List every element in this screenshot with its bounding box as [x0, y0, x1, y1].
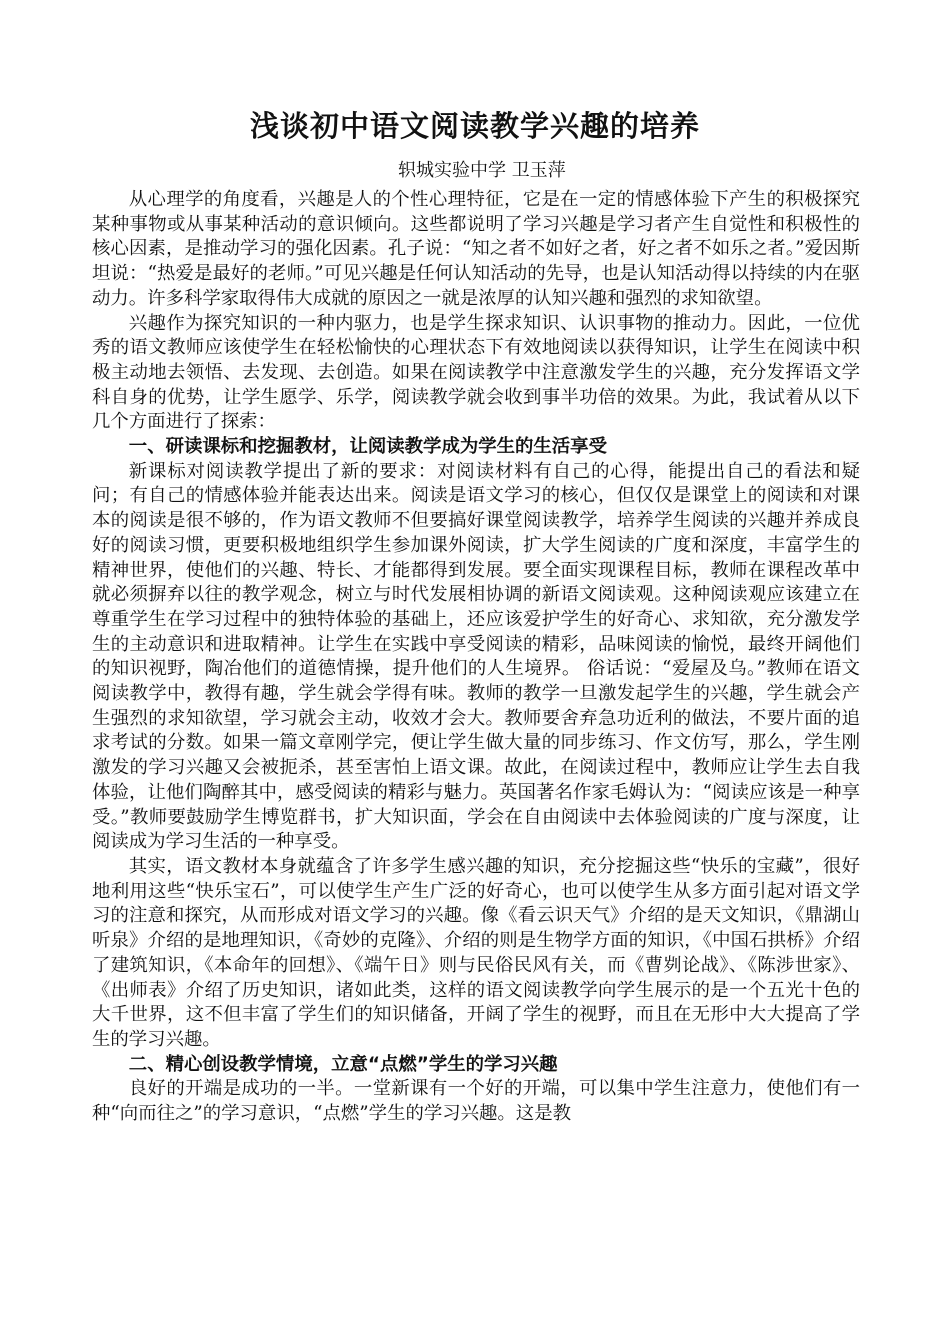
paragraph-intro: 从心理学的角度看，兴趣是人的个性心理特征，它是在一定的情感体验下产生的积极探究某种事物或从事某种活动的意识倾向。这些都说明了学习兴趣是学习者产生自觉性和积极性的核心因素，是推动学习的强化因素。孔子说：“知之者不如好之者，好之者不如乐之者。”爱因斯坦说：“热爱是最好的老师。”可见兴趣是任何认知活动的先导，也是认知活动得以持续的内在驱动力。许多科学家取得伟大成就的原因之一就是浓厚的认知兴趣和强烈的求知欲望。: [92, 189, 860, 309]
paragraph-curriculum: 新课标对阅读教学提出了新的要求：对阅读材料有自己的心得，能提出自己的看法和疑问；有自己的情感体验并能表达出来。阅读是语文学习的核心，但仅仅是课堂上的阅读和对课本的阅读是很不够的，作为语文教师不但要搞好课堂阅读教学，培养学生阅读的兴趣并养成良好的阅读习惯，更要积极地组织学生参加课外阅读，扩大学生阅读的广度和深度，丰富学生的精神世界，使他们的兴趣、特长、才能都得到发展。要全面实现课程目标，教师在课程改革中就必须摒弃以往的教学观念，树立与时代发展相协调的新语文阅读观。这种阅读观应该建立在尊重学生在学习过程中的独特体验的基础上，还应该爱护学生的好奇心、求知欲，充分激发学生的主动意识和进取精神。让学生在实践中享受阅读的精彩，品味阅读的愉悦，最终开阔他们的知识视野，陶冶他们的道德情操，提升他们的人生境界。 俗话说：“爱屋及乌。”教师在语文阅读教学中，教得有趣，学生就会学得有味。教师的教学一旦激发起学生的兴趣，学生就会产生强烈的求知欲望，学习就会主动，收效才会大。教师要舍弃急功近利的做法，不要片面的追求考试的分数。如果一篇文章刚学完，便让学生做大量的同步练习、作文仿写，那么，学生刚激发的学习兴趣又会被扼杀，甚至害怕上语文课。故此，在阅读过程中，教师应让学生去自我体验，让他们陶醉其中，感受阅读的精彩与魅力。英国著名作家毛姆认为：“阅读应该是一种享受。”教师要鼓励学生博览群书，扩大知识面，学会在自由阅读中去体验阅读的广度与深度，让阅读成为学习生活的一种享受。: [92, 460, 860, 853]
section-heading-2: 二、精心创设教学情境，立意“点燃”学生的学习兴趣: [128, 1053, 558, 1075]
paragraph-interest: 兴趣作为探究知识的一种内驱力，也是学生探求知识、认识事物的推动力。因此，一位优秀的语文教师应该使学生在轻松愉快的心理状态下有效地阅读以获得知识，让学生在阅读中积极主动地去领悟、去发现、去创造。如果在阅读教学中注意激发学生的兴趣，充分发挥语文学科自身的优势，让学生愿学、乐学，阅读教学就会收到事半功倍的效果。为此，我试着从以下几个方面进行了探索：: [92, 312, 860, 433]
paragraph-textbook: 其实，语文教材本身就蕴含了许多学生感兴趣的知识，充分挖掘这些“快乐的宝藏”，很好地利用这些“快乐宝石”，可以使学生产生广泛的好奇心，也可以使学生从多方面引起对语文学习的注意和探究，从而形成对语文学习的兴趣。像《看云识天气》介绍的是天文知识，《鼎湖山听泉》介绍的是地理知识，《奇妙的克隆》、介绍的则是生物学方面的知识，《中国石拱桥》介绍了建筑知识，《本命年的回想》、《端午日》则与民俗民风有关，而《曹刿论战》、《陈涉世家》、《出师表》介绍了历史知识，诸如此类，这样的语文阅读教学向学生展示的是一个五光十色的大千世界，这不但丰富了学生们的知识储备，开阔了学生的视野，而且在无形中大大提高了学生的学习兴趣。: [92, 855, 860, 1050]
paragraph-opening: 良好的开端是成功的一半。一堂新课有一个好的开端，可以集中学生注意力，使他们有一种“向而往之”的学习意识，“点燃”学生的学习兴趣。这是教: [92, 1078, 860, 1125]
section-heading-1: 一、研读课标和挖掘教材，让阅读教学成为学生的生活享受: [128, 436, 607, 458]
document-title: 浅谈初中语文阅读教学兴趣的培养: [250, 109, 701, 143]
document-page: [92, 98, 860, 1127]
author-line: 轵城实验中学 卫玉萍: [398, 160, 566, 181]
